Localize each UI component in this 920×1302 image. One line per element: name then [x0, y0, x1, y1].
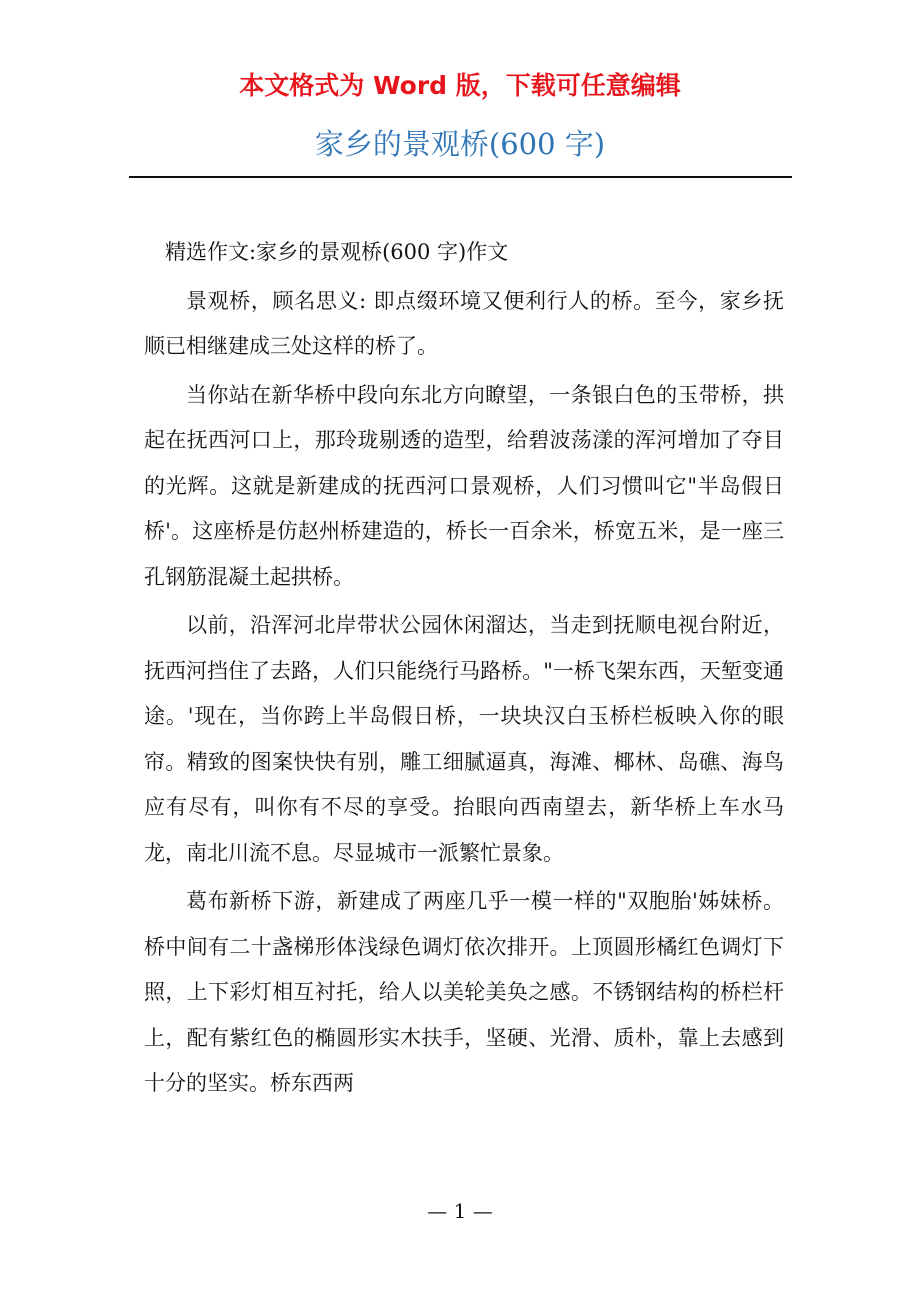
article-paragraph: 当你站在新华桥中段向东北方向瞭望，一条银白色的玉带桥，拱起在抚西河口上，那玲珑剔透的造型，给碧波荡漾的浑河增加了夺目的光辉。这就是新建成的抚西河口景观桥，人们习惯叫它"半岛假日桥'。这座桥是仿赵州桥建造的，桥长一百余米，桥宽五米，是一座三孔钢筋混凝土起拱桥。	[144, 382, 784, 589]
article-intro: 精选作文:家乡的景观桥(600 字)作文	[165, 240, 509, 264]
title-divider	[129, 176, 792, 178]
article-paragraph: 葛布新桥下游，新建成了两座几乎一模一样的"双胞胎'姊妹桥。桥中间有二十盏梯形体浅绿色调灯依次排开。上顶圆形橘红色调灯下照，上下彩灯相互衬托，给人以美轮美奂之感。不锈钢结构的桥栏杆上，配有紫红色的椭圆形实木扶手，坚硬、光滑、质朴，靠上去感到十分的坚实。桥东西两	[144, 889, 784, 1095]
page-title: 家乡的景观桥(600 字)	[314, 127, 606, 161]
article-paragraph: 以前，沿浑河北岸带状公园休闲溜达，当走到抚顺电视台附近，抚西河挡住了去路，人们只能绕行马路桥。"一桥飞架东西，天堑变通途。'现在，当你跨上半岛假日桥，一块块汉白玉桥栏板映入你的眼帘。精致的图案快快有别，雕工细腻逼真，海滩、椰林、岛礁、海鸟应有尽有，叫你有不尽的享受。抬眼向西南望去，新华桥上车水马龙，南北川流不息。尽显城市一派繁忙景象。	[144, 613, 784, 865]
download-notice: 本文格式为 Word 版，下载可任意编辑	[239, 71, 681, 100]
article-paragraph: 景观桥，顾名思义: 即点缀环境又便利行人的桥。至今，家乡抚顺已相继建成三处这样的桥了。	[144, 288, 784, 358]
article-body	[144, 230, 784, 1110]
page-number: — 1 —	[427, 1199, 493, 1223]
